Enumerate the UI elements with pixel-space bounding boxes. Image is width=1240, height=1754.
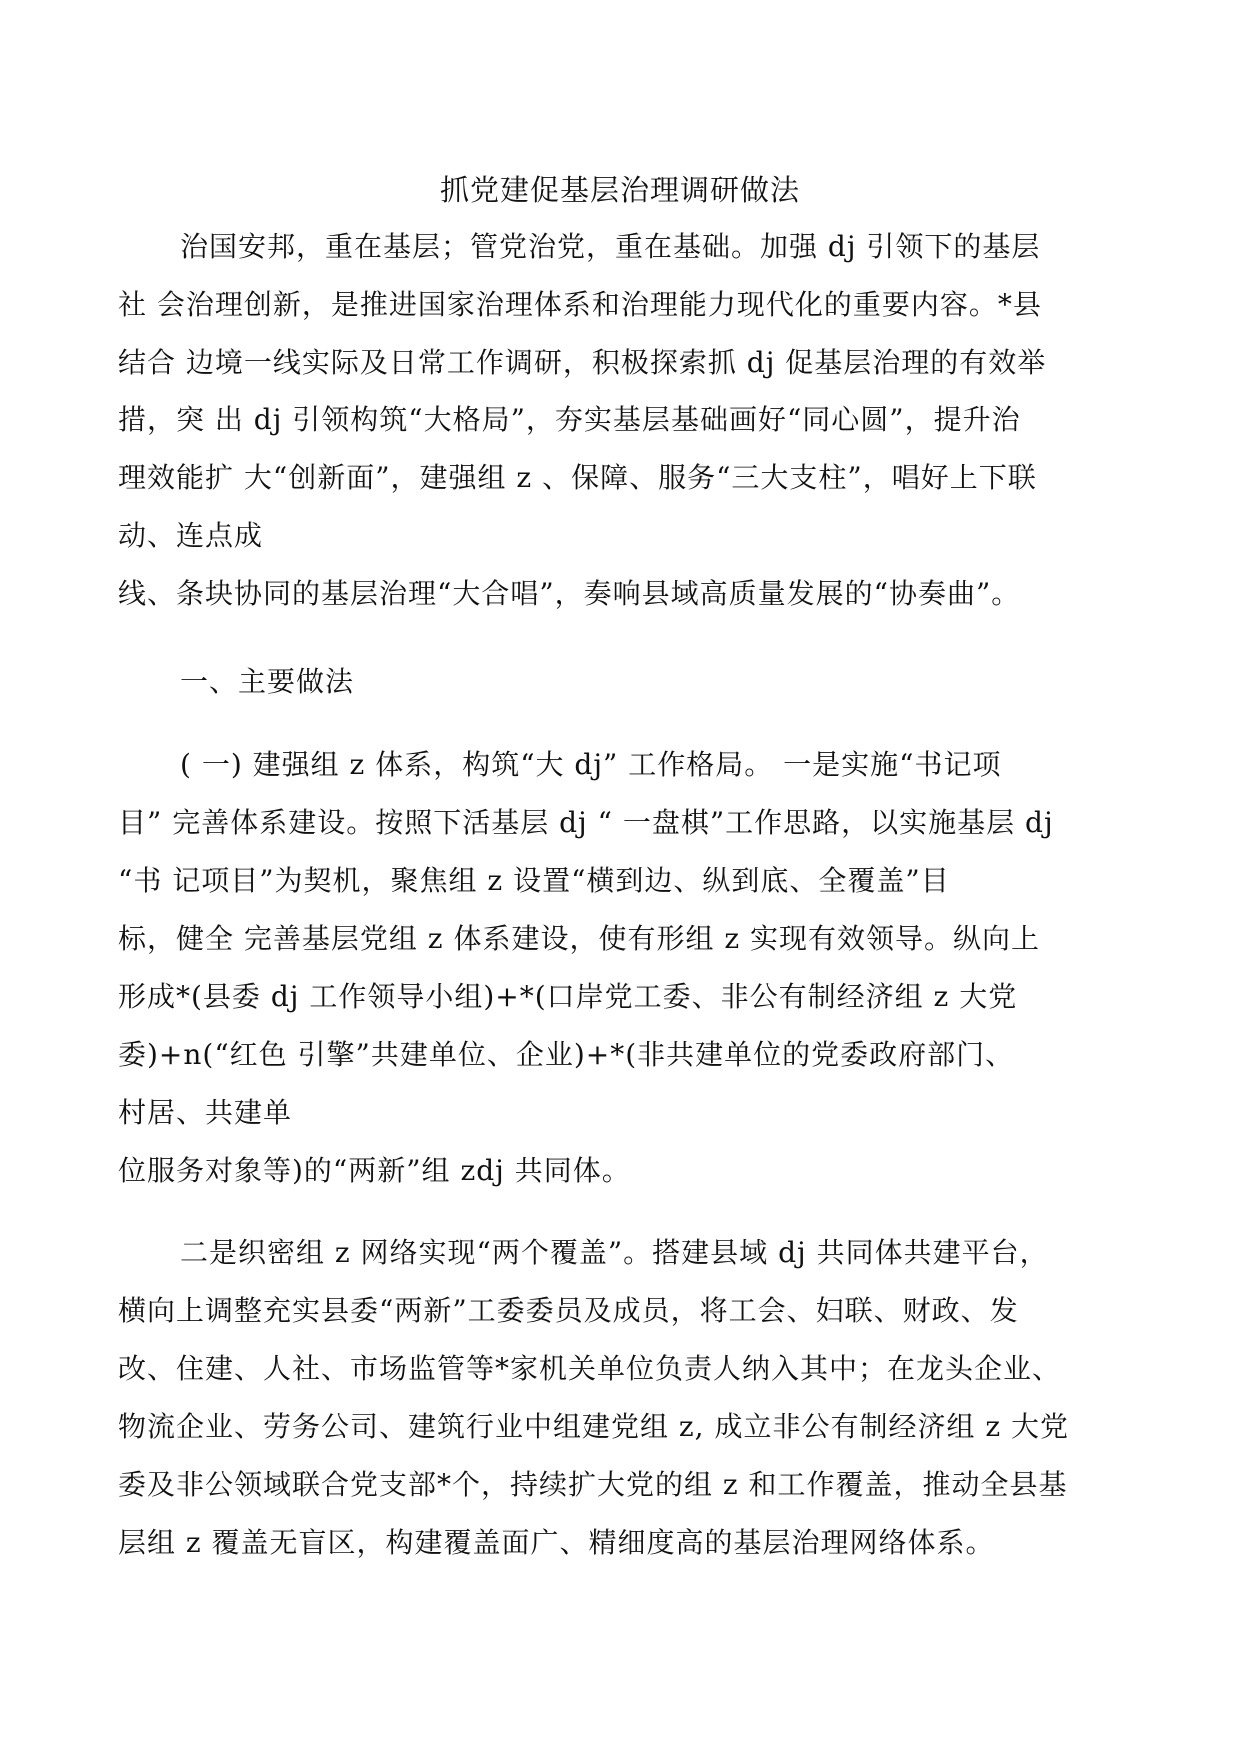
paragraph-line: 横向上调整充实县委“两新”工委委员及成员，将工会、妇联、财政、发 [118, 1294, 1019, 1327]
paragraph-line: 标，健全 完善基层党组 z 体系建设，使有形组 z 实现有效领导。纵向上 [118, 922, 1041, 955]
paragraph-line: 社 会治理创新，是推进国家治理体系和治理能力现代化的重要内容。*县 [118, 288, 1042, 321]
paragraph-line: 委)+n(“红色 引擎”共建单位、企业)+*(非共建单位的党委政府部门、 [118, 1038, 1015, 1071]
paragraph-line: 物流企业、劳务公司、建筑行业中组建党组 z, 成立非公有制经济组 z 大党 [118, 1410, 1070, 1443]
paragraph-line: 形成*(县委 dj 工作领导小组)+*(口岸党工委、非公有制经济组 z 大党 [118, 980, 1018, 1013]
paragraph-line: 村居、共建单 [118, 1096, 293, 1129]
paragraph-line: 措，突 出 dj 引领构筑“大格局”，夯实基层基础画好“同心圆”，提升治 [118, 403, 1021, 436]
paragraph-line: 目” 完善体系建设。按照下活基层 dj “ 一盘棋”工作思路，以实施基层 dj [118, 806, 1054, 839]
paragraph-line: 理效能扩 大“创新面”，建强组 z 、保障、服务“三大支柱”，唱好上下联 [118, 461, 1037, 494]
paragraph-line: 结合 边境一线实际及日常工作调研，积极探索抓 dj 促基层治理的有效举 [118, 346, 1047, 379]
paragraph-line: 线、条块协同的基层治理“大合唱”，奏响县域高质量发展的“协奏曲”。 [118, 577, 1021, 610]
section-heading: 一、主要做法 [180, 665, 355, 698]
paragraph-line: 动、连点成 [118, 519, 264, 552]
paragraph-line: 委及非公领域联合党支部*个，持续扩大党的组 z 和工作覆盖，推动全县基 [118, 1468, 1068, 1501]
paragraph-line: 改、住建、人社、市场监管等*家机关单位负责人纳入其中；在龙头企业、 [118, 1352, 1062, 1385]
paragraph-line: “书 记项目”为契机，聚焦组 z 设置“横到边、纵到底、全覆盖”目 [118, 864, 950, 897]
paragraph-line: 二是织密组 z 网络实现“两个覆盖”。搭建县域 dj 共同体共建平台， [180, 1236, 1049, 1269]
document-title: 抓党建促基层治理调研做法 [439, 173, 800, 207]
paragraph-line: 治国安邦，重在基层；管党治党，重在基础。加强 dj 引领下的基层 [180, 230, 1041, 263]
paragraph-line: ( 一) 建强组 z 体系，构筑“大 dj” 工作格局。 一是实施“书记项 [180, 748, 1002, 781]
paragraph-line: 位服务对象等)的“两新”组 zdj 共同体。 [118, 1154, 631, 1187]
paragraph-line: 层组 z 覆盖无盲区，构建覆盖面广、精细度高的基层治理网络体系。 [118, 1526, 995, 1559]
